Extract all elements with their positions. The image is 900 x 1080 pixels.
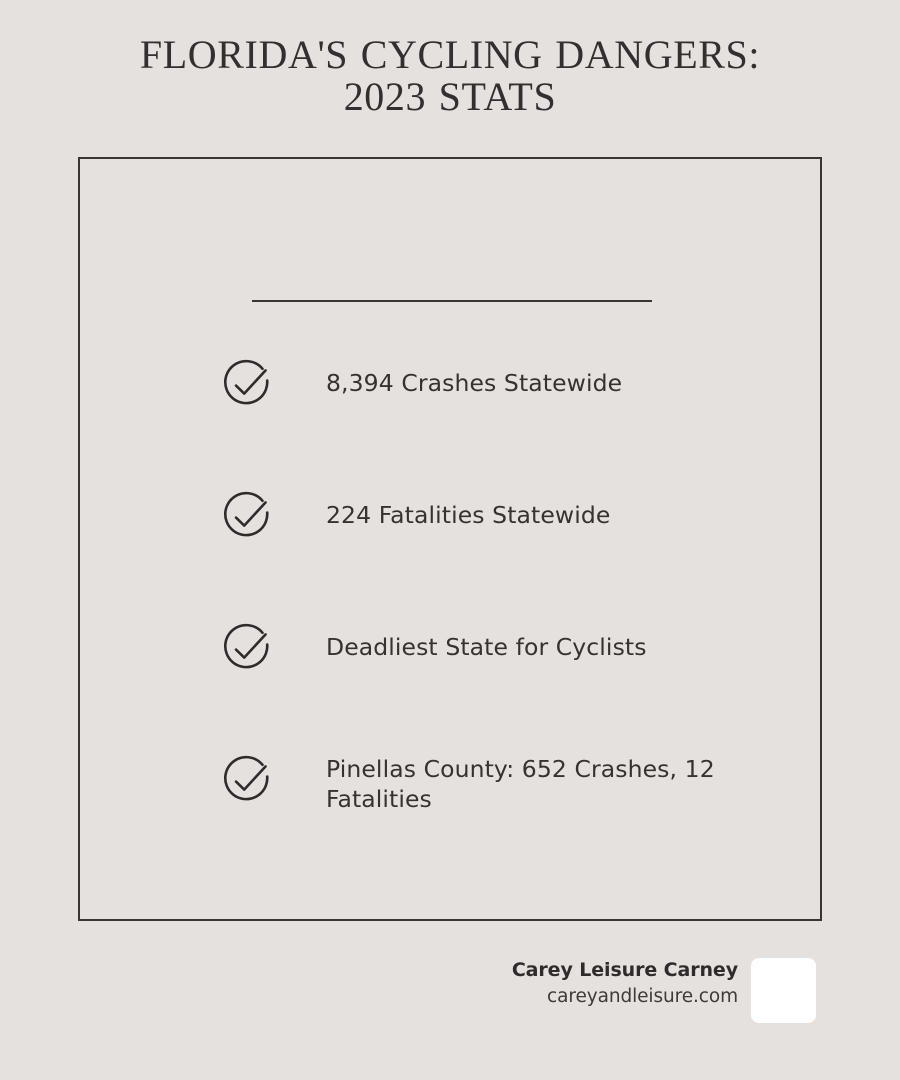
list-item-label: 8,394 Crashes Statewide (326, 369, 623, 397)
logo-placeholder-square-icon (751, 958, 816, 1023)
check-circle-icon (215, 353, 279, 417)
list-item-label: 224 Fatalities Statewide (326, 501, 611, 529)
horizontal-rule-icon (252, 300, 652, 302)
list-item (215, 751, 815, 814)
list-item-label: Deadliest State for Cyclists (326, 633, 647, 661)
list-item (215, 619, 815, 681)
brand-website[interactable]: careyandleisure.com (547, 986, 738, 1007)
page-title: FLORIDA'S CYCLING DANGERS: 2023 STATS (139, 32, 761, 119)
list-item (215, 355, 815, 417)
list-item-label: Pinellas County: 652 Crashes, 12 Fatalities (326, 755, 715, 813)
footer-branding (318, 958, 738, 1011)
brand-name: Carey Leisure Carney (511, 959, 738, 981)
page-title-block (100, 34, 800, 118)
check-circle-icon (215, 749, 279, 813)
check-circle-icon (215, 485, 279, 549)
list-item (215, 487, 815, 549)
check-circle-icon (215, 617, 279, 681)
stats-panel (78, 157, 822, 921)
